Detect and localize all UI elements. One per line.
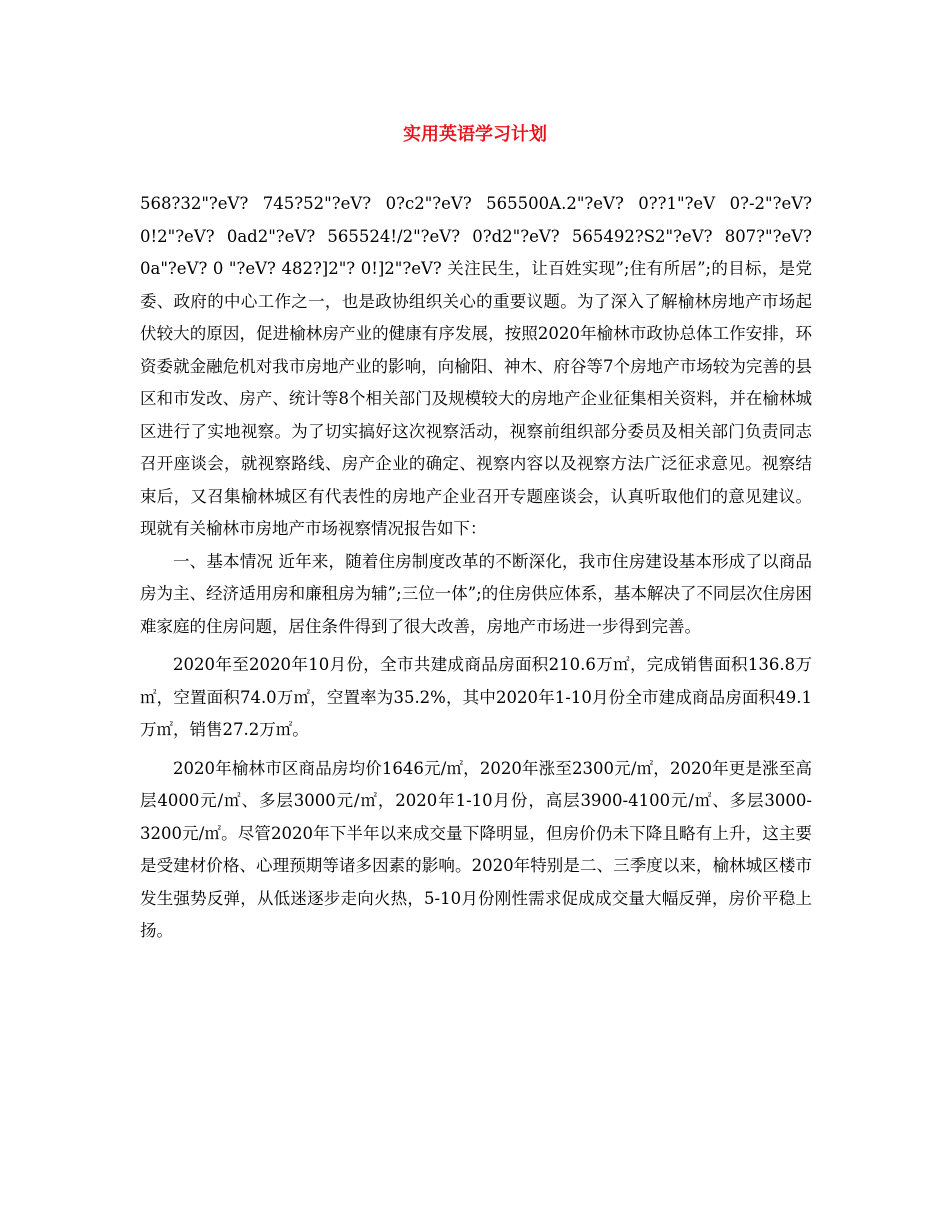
paragraph-basic-situation: 一、基本情况 近年来，随着住房制度改革的不断深化，我市住房建设基本形成了以商品房为主、经济适用房和廉租房为辅”;三位一体”;的住房供应体系，基本解决了不同层次住房困难家庭的住房问题，居住条件得到了很大改善，房地产市场进一步得到完善。	[140, 551, 812, 636]
paragraph-housing-price: 2020年榆林市区商品房均价1646元/㎡，2020年涨至2300元/㎡，2020年更是涨至高层4000元/㎡、多层3000元/㎡，2020年1-10月份，高层3900-4100元/㎡、多层3000-3200元/㎡。尽管2020年下半年以来成交量下降明显，但房价仍未下降且略有上升，这主要是受建材价格、心理预期等诸多因素的影响。2020年特别是二、三季度以来，榆林城区楼市发生强势反弹，从低迷逐步走向火热，5-10月份刚性需求促成成交量大幅反弹，房价平稳上扬。	[140, 758, 812, 940]
document-body	[140, 188, 812, 948]
document-title: 实用英语学习计划	[403, 124, 547, 145]
paragraph-housing-area: 2020年至2020年10月份，全市共建成商品房面积210.6万㎡，完成销售面积136.8万㎡，空置面积74.0万㎡，空置率为35.2%，其中2020年1-10月份全市建成商品房面积49.1万㎡，销售27.2万㎡。	[140, 655, 812, 739]
paragraph-intro: 568?32"?eV? 745?52"?eV? 0?c2"?eV? 565500A.2"?eV? 0??1"?eV 0?-2"?eV? 0!2"?eV? 0ad2"?eV? 565524!/2"?eV? 0?d2"?eV? 565492?S2"?eV? 807?"?eV? 0a"?eV? 0 "?eV? 482?]2"? 0!]2"?eV? 关注民生，让百姓实现”;住有所居”;的目标，是党委、政府的中心工作之一，也是政协组织关心的重要议题。为了深入了解榆林房地产市场起伏较大的原因，促进榆林房产业的健康有序发展，按照2020年榆林市政协总体工作安排，环资委就金融危机对我市房地产业的影响，向榆阳、神木、府谷等7个房地产市场较为完善的县区和市发改、房产、统计等8个相关部门及规模较大的房地产企业征集相关资料，并在榆林城区进行了实地视察。为了切实搞好这次视察活动，视察前组织部分委员及相关部门负责同志召开座谈会，就视察路线、房产企业的确定、视察内容以及视察方法广泛征求意见。视察结束后，又召集榆林城区有代表性的房地产企业召开专题座谈会，认真听取他们的意见建议。现就有关榆林市房地产市场视察情况报告如下：	[140, 194, 812, 538]
